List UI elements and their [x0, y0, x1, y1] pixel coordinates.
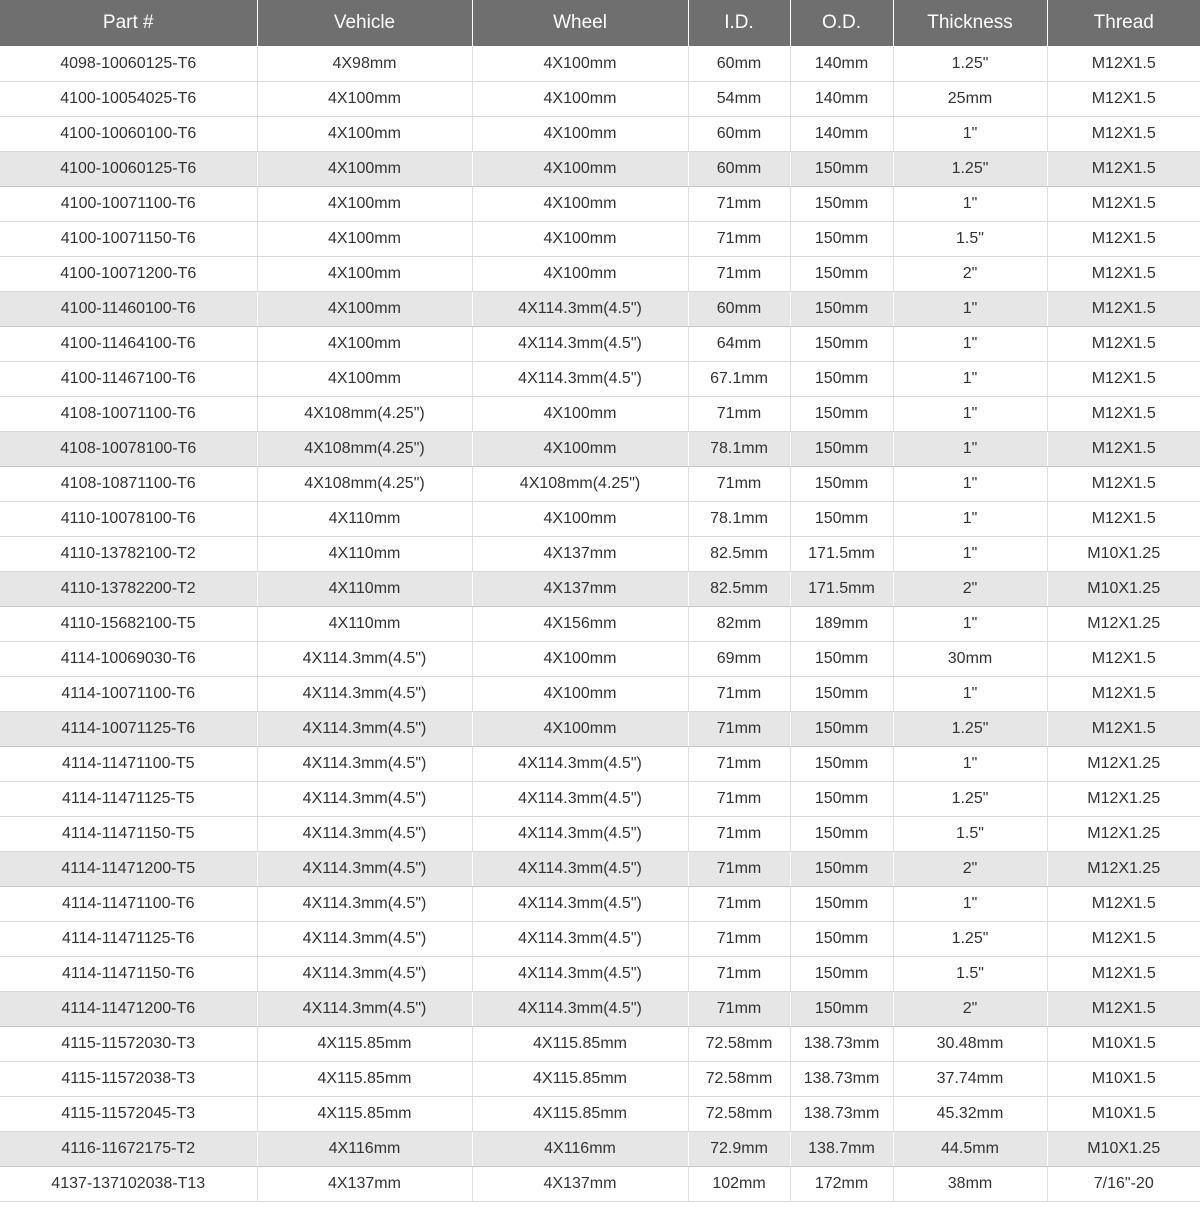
outer-diameter-cell: 172mm: [790, 1167, 893, 1202]
table-row: [0, 362, 1200, 397]
column-header-thickness: Thickness: [893, 0, 1047, 47]
part-number-cell: 4100-10071100-T6: [0, 187, 257, 222]
inner-diameter-cell: 102mm: [688, 1167, 790, 1202]
part-number-cell: 4108-10078100-T6: [0, 432, 257, 467]
part-number-cell: 4110-13782100-T2: [0, 537, 257, 572]
table-row: [0, 537, 1200, 572]
inner-diameter-cell: 60mm: [688, 47, 790, 82]
thread-cell: M10X1.5: [1047, 1027, 1200, 1062]
outer-diameter-cell: 150mm: [790, 467, 893, 502]
vehicle-cell: 4X108mm(4.25"): [257, 397, 472, 432]
part-number-cell: 4114-11471125-T6: [0, 922, 257, 957]
table-row: [0, 292, 1200, 327]
part-number-cell: 4100-10060100-T6: [0, 117, 257, 152]
wheel-cell: 4X100mm: [472, 677, 688, 712]
wheel-cell: 4X115.85mm: [472, 1097, 688, 1132]
part-number-cell: 4115-11572038-T3: [0, 1062, 257, 1097]
thickness-cell: 1": [893, 432, 1047, 467]
thread-cell: M12X1.5: [1047, 467, 1200, 502]
inner-diameter-cell: 60mm: [688, 152, 790, 187]
inner-diameter-cell: 82mm: [688, 607, 790, 642]
wheel-cell: 4X100mm: [472, 152, 688, 187]
part-number-cell: 4114-11471100-T5: [0, 747, 257, 782]
table-row: [0, 1167, 1200, 1202]
header-row: [0, 0, 1200, 47]
table-row: [0, 887, 1200, 922]
table-row: [0, 782, 1200, 817]
table-row: [0, 152, 1200, 187]
thread-cell: M10X1.5: [1047, 1097, 1200, 1132]
thread-cell: M12X1.5: [1047, 957, 1200, 992]
thread-cell: M12X1.25: [1047, 747, 1200, 782]
table-row: [0, 327, 1200, 362]
wheel-cell: 4X115.85mm: [472, 1027, 688, 1062]
inner-diameter-cell: 54mm: [688, 82, 790, 117]
outer-diameter-cell: 150mm: [790, 712, 893, 747]
wheel-cell: 4X100mm: [472, 117, 688, 152]
wheel-cell: 4X100mm: [472, 82, 688, 117]
inner-diameter-cell: 71mm: [688, 852, 790, 887]
thread-cell: M12X1.5: [1047, 47, 1200, 82]
outer-diameter-cell: 138.73mm: [790, 1062, 893, 1097]
part-number-cell: 4114-11471150-T5: [0, 817, 257, 852]
table-row: [0, 712, 1200, 747]
inner-diameter-cell: 60mm: [688, 292, 790, 327]
wheel-cell: 4X100mm: [472, 642, 688, 677]
vehicle-cell: 4X115.85mm: [257, 1062, 472, 1097]
column-header-thread: Thread: [1047, 0, 1200, 47]
table-row: [0, 852, 1200, 887]
thickness-cell: 2": [893, 572, 1047, 607]
wheel-cell: 4X100mm: [472, 432, 688, 467]
table-row: [0, 47, 1200, 82]
inner-diameter-cell: 71mm: [688, 957, 790, 992]
wheel-cell: 4X114.3mm(4.5"): [472, 957, 688, 992]
thread-cell: M12X1.25: [1047, 782, 1200, 817]
part-number-cell: 4110-13782200-T2: [0, 572, 257, 607]
thickness-cell: 37.74mm: [893, 1062, 1047, 1097]
wheel-cell: 4X100mm: [472, 187, 688, 222]
thread-cell: M10X1.25: [1047, 572, 1200, 607]
inner-diameter-cell: 71mm: [688, 887, 790, 922]
outer-diameter-cell: 140mm: [790, 47, 893, 82]
thread-cell: M12X1.5: [1047, 117, 1200, 152]
wheel-cell: 4X100mm: [472, 222, 688, 257]
table-row: [0, 467, 1200, 502]
outer-diameter-cell: 150mm: [790, 957, 893, 992]
thread-cell: M12X1.5: [1047, 677, 1200, 712]
vehicle-cell: 4X110mm: [257, 607, 472, 642]
thickness-cell: 45.32mm: [893, 1097, 1047, 1132]
vehicle-cell: 4X110mm: [257, 537, 472, 572]
wheel-cell: 4X114.3mm(4.5"): [472, 362, 688, 397]
wheel-cell: 4X114.3mm(4.5"): [472, 327, 688, 362]
vehicle-cell: 4X114.3mm(4.5"): [257, 957, 472, 992]
vehicle-cell: 4X115.85mm: [257, 1027, 472, 1062]
thread-cell: M10X1.5: [1047, 1062, 1200, 1097]
thickness-cell: 2": [893, 992, 1047, 1027]
wheel-cell: 4X114.3mm(4.5"): [472, 852, 688, 887]
thickness-cell: 1": [893, 502, 1047, 537]
thread-cell: M12X1.5: [1047, 922, 1200, 957]
thickness-cell: 1.5": [893, 222, 1047, 257]
wheel-cell: 4X137mm: [472, 537, 688, 572]
outer-diameter-cell: 150mm: [790, 257, 893, 292]
column-header-outer-diameter: O.D.: [790, 0, 893, 47]
part-number-cell: 4115-11572030-T3: [0, 1027, 257, 1062]
vehicle-cell: 4X114.3mm(4.5"): [257, 782, 472, 817]
part-number-cell: 4114-11471200-T5: [0, 852, 257, 887]
part-number-cell: 4114-10069030-T6: [0, 642, 257, 677]
thickness-cell: 1": [893, 292, 1047, 327]
inner-diameter-cell: 71mm: [688, 782, 790, 817]
wheel-cell: 4X114.3mm(4.5"): [472, 782, 688, 817]
inner-diameter-cell: 71mm: [688, 257, 790, 292]
part-number-cell: 4100-11460100-T6: [0, 292, 257, 327]
thickness-cell: 30.48mm: [893, 1027, 1047, 1062]
thread-cell: M12X1.25: [1047, 852, 1200, 887]
thread-cell: M12X1.5: [1047, 887, 1200, 922]
outer-diameter-cell: 150mm: [790, 327, 893, 362]
vehicle-cell: 4X114.3mm(4.5"): [257, 642, 472, 677]
part-number-cell: 4137-137102038-T13: [0, 1167, 257, 1202]
thickness-cell: 1": [893, 607, 1047, 642]
thickness-cell: 1": [893, 187, 1047, 222]
thickness-cell: 1": [893, 362, 1047, 397]
thickness-cell: 1.25": [893, 922, 1047, 957]
table-row: [0, 1132, 1200, 1167]
wheel-cell: 4X100mm: [472, 257, 688, 292]
thread-cell: M12X1.25: [1047, 817, 1200, 852]
table-row: [0, 82, 1200, 117]
vehicle-cell: 4X98mm: [257, 47, 472, 82]
inner-diameter-cell: 72.58mm: [688, 1027, 790, 1062]
wheel-cell: 4X114.3mm(4.5"): [472, 817, 688, 852]
thickness-cell: 1": [893, 677, 1047, 712]
thread-cell: M12X1.5: [1047, 187, 1200, 222]
outer-diameter-cell: 150mm: [790, 677, 893, 712]
outer-diameter-cell: 150mm: [790, 432, 893, 467]
inner-diameter-cell: 72.58mm: [688, 1097, 790, 1132]
vehicle-cell: 4X100mm: [257, 292, 472, 327]
thread-cell: M12X1.5: [1047, 257, 1200, 292]
table-row: [0, 222, 1200, 257]
wheel-cell: 4X114.3mm(4.5"): [472, 887, 688, 922]
vehicle-cell: 4X100mm: [257, 362, 472, 397]
inner-diameter-cell: 71mm: [688, 922, 790, 957]
part-number-cell: 4114-10071125-T6: [0, 712, 257, 747]
thickness-cell: 1.25": [893, 782, 1047, 817]
inner-diameter-cell: 64mm: [688, 327, 790, 362]
inner-diameter-cell: 71mm: [688, 467, 790, 502]
thread-cell: M12X1.5: [1047, 327, 1200, 362]
vehicle-cell: 4X108mm(4.25"): [257, 432, 472, 467]
wheel-cell: 4X114.3mm(4.5"): [472, 992, 688, 1027]
part-number-cell: 4110-10078100-T6: [0, 502, 257, 537]
table-row: [0, 117, 1200, 152]
vehicle-cell: 4X110mm: [257, 502, 472, 537]
inner-diameter-cell: 72.9mm: [688, 1132, 790, 1167]
vehicle-cell: 4X114.3mm(4.5"): [257, 887, 472, 922]
thread-cell: M12X1.5: [1047, 362, 1200, 397]
vehicle-cell: 4X100mm: [257, 117, 472, 152]
thread-cell: M12X1.5: [1047, 502, 1200, 537]
table-row: [0, 1062, 1200, 1097]
vehicle-cell: 4X114.3mm(4.5"): [257, 992, 472, 1027]
inner-diameter-cell: 71mm: [688, 397, 790, 432]
wheel-cell: 4X114.3mm(4.5"): [472, 922, 688, 957]
part-number-cell: 4115-11572045-T3: [0, 1097, 257, 1132]
vehicle-cell: 4X100mm: [257, 222, 472, 257]
part-number-cell: 4100-10071150-T6: [0, 222, 257, 257]
thickness-cell: 2": [893, 852, 1047, 887]
thread-cell: M12X1.5: [1047, 292, 1200, 327]
part-number-cell: 4108-10071100-T6: [0, 397, 257, 432]
outer-diameter-cell: 150mm: [790, 187, 893, 222]
wheel-cell: 4X108mm(4.25"): [472, 467, 688, 502]
table-row: [0, 922, 1200, 957]
part-number-cell: 4116-11672175-T2: [0, 1132, 257, 1167]
vehicle-cell: 4X100mm: [257, 257, 472, 292]
part-number-cell: 4114-11471200-T6: [0, 992, 257, 1027]
outer-diameter-cell: 150mm: [790, 992, 893, 1027]
outer-diameter-cell: 150mm: [790, 397, 893, 432]
table-row: [0, 397, 1200, 432]
part-number-cell: 4100-11467100-T6: [0, 362, 257, 397]
vehicle-cell: 4X114.3mm(4.5"): [257, 712, 472, 747]
vehicle-cell: 4X116mm: [257, 1132, 472, 1167]
inner-diameter-cell: 78.1mm: [688, 432, 790, 467]
part-number-cell: 4114-10071100-T6: [0, 677, 257, 712]
thread-cell: M10X1.25: [1047, 1132, 1200, 1167]
table-row: [0, 992, 1200, 1027]
thickness-cell: 1.25": [893, 712, 1047, 747]
outer-diameter-cell: 138.73mm: [790, 1097, 893, 1132]
outer-diameter-cell: 150mm: [790, 502, 893, 537]
part-number-cell: 4114-11471150-T6: [0, 957, 257, 992]
thickness-cell: 1.25": [893, 47, 1047, 82]
thickness-cell: 1": [893, 397, 1047, 432]
vehicle-cell: 4X110mm: [257, 572, 472, 607]
thread-cell: M12X1.5: [1047, 82, 1200, 117]
outer-diameter-cell: 150mm: [790, 152, 893, 187]
column-header-part-number: Part #: [0, 0, 257, 47]
table-row: [0, 817, 1200, 852]
vehicle-cell: 4X108mm(4.25"): [257, 467, 472, 502]
thread-cell: M12X1.5: [1047, 152, 1200, 187]
wheel-cell: 4X116mm: [472, 1132, 688, 1167]
inner-diameter-cell: 69mm: [688, 642, 790, 677]
wheel-cell: 4X100mm: [472, 47, 688, 82]
table-row: [0, 432, 1200, 467]
thickness-cell: 44.5mm: [893, 1132, 1047, 1167]
table-row: [0, 607, 1200, 642]
outer-diameter-cell: 150mm: [790, 747, 893, 782]
inner-diameter-cell: 82.5mm: [688, 537, 790, 572]
outer-diameter-cell: 189mm: [790, 607, 893, 642]
thickness-cell: 1": [893, 327, 1047, 362]
thickness-cell: 1": [893, 117, 1047, 152]
table-row: [0, 677, 1200, 712]
thread-cell: M12X1.5: [1047, 642, 1200, 677]
wheel-cell: 4X137mm: [472, 572, 688, 607]
vehicle-cell: 4X100mm: [257, 82, 472, 117]
thread-cell: M12X1.5: [1047, 397, 1200, 432]
thickness-cell: 1": [893, 887, 1047, 922]
inner-diameter-cell: 60mm: [688, 117, 790, 152]
thickness-cell: 38mm: [893, 1167, 1047, 1202]
wheel-cell: 4X156mm: [472, 607, 688, 642]
inner-diameter-cell: 82.5mm: [688, 572, 790, 607]
thickness-cell: 1": [893, 537, 1047, 572]
outer-diameter-cell: 150mm: [790, 922, 893, 957]
thickness-cell: 1": [893, 747, 1047, 782]
part-number-cell: 4098-10060125-T6: [0, 47, 257, 82]
part-number-cell: 4114-11471125-T5: [0, 782, 257, 817]
thread-cell: M12X1.5: [1047, 992, 1200, 1027]
thread-cell: 7/16"-20: [1047, 1167, 1200, 1202]
outer-diameter-cell: 138.7mm: [790, 1132, 893, 1167]
outer-diameter-cell: 140mm: [790, 82, 893, 117]
part-number-cell: 4110-15682100-T5: [0, 607, 257, 642]
vehicle-cell: 4X100mm: [257, 152, 472, 187]
part-number-cell: 4100-11464100-T6: [0, 327, 257, 362]
outer-diameter-cell: 150mm: [790, 887, 893, 922]
vehicle-cell: 4X100mm: [257, 187, 472, 222]
thread-cell: M12X1.5: [1047, 432, 1200, 467]
outer-diameter-cell: 150mm: [790, 222, 893, 257]
table-row: [0, 957, 1200, 992]
outer-diameter-cell: 150mm: [790, 782, 893, 817]
thickness-cell: 1.5": [893, 817, 1047, 852]
vehicle-cell: 4X100mm: [257, 327, 472, 362]
table-row: [0, 1097, 1200, 1132]
vehicle-cell: 4X137mm: [257, 1167, 472, 1202]
wheel-cell: 4X100mm: [472, 712, 688, 747]
column-header-inner-diameter: I.D.: [688, 0, 790, 47]
table-body: [0, 47, 1200, 1202]
thickness-cell: 30mm: [893, 642, 1047, 677]
outer-diameter-cell: 150mm: [790, 362, 893, 397]
thickness-cell: 1.25": [893, 152, 1047, 187]
vehicle-cell: 4X114.3mm(4.5"): [257, 922, 472, 957]
part-number-cell: 4100-10054025-T6: [0, 82, 257, 117]
thread-cell: M12X1.5: [1047, 222, 1200, 257]
inner-diameter-cell: 71mm: [688, 817, 790, 852]
wheel-cell: 4X137mm: [472, 1167, 688, 1202]
table-row: [0, 572, 1200, 607]
outer-diameter-cell: 138.73mm: [790, 1027, 893, 1062]
table-row: [0, 257, 1200, 292]
inner-diameter-cell: 71mm: [688, 712, 790, 747]
part-number-cell: 4100-10060125-T6: [0, 152, 257, 187]
wheel-cell: 4X100mm: [472, 502, 688, 537]
inner-diameter-cell: 67.1mm: [688, 362, 790, 397]
part-number-cell: 4108-10871100-T6: [0, 467, 257, 502]
outer-diameter-cell: 150mm: [790, 852, 893, 887]
table-header: [0, 0, 1200, 47]
part-number-cell: 4100-10071200-T6: [0, 257, 257, 292]
outer-diameter-cell: 150mm: [790, 642, 893, 677]
table-row: [0, 187, 1200, 222]
outer-diameter-cell: 150mm: [790, 817, 893, 852]
vehicle-cell: 4X114.3mm(4.5"): [257, 747, 472, 782]
vehicle-cell: 4X115.85mm: [257, 1097, 472, 1132]
thread-cell: M12X1.25: [1047, 607, 1200, 642]
inner-diameter-cell: 72.58mm: [688, 1062, 790, 1097]
wheel-cell: 4X115.85mm: [472, 1062, 688, 1097]
thickness-cell: 1": [893, 467, 1047, 502]
wheel-cell: 4X114.3mm(4.5"): [472, 747, 688, 782]
outer-diameter-cell: 140mm: [790, 117, 893, 152]
outer-diameter-cell: 171.5mm: [790, 537, 893, 572]
vehicle-cell: 4X114.3mm(4.5"): [257, 852, 472, 887]
vehicle-cell: 4X114.3mm(4.5"): [257, 817, 472, 852]
thread-cell: M10X1.25: [1047, 537, 1200, 572]
part-number-cell: 4114-11471100-T6: [0, 887, 257, 922]
inner-diameter-cell: 71mm: [688, 677, 790, 712]
table-row: [0, 502, 1200, 537]
wheel-cell: 4X100mm: [472, 397, 688, 432]
inner-diameter-cell: 71mm: [688, 747, 790, 782]
thickness-cell: 1.5": [893, 957, 1047, 992]
outer-diameter-cell: 150mm: [790, 292, 893, 327]
thickness-cell: 25mm: [893, 82, 1047, 117]
vehicle-cell: 4X114.3mm(4.5"): [257, 677, 472, 712]
outer-diameter-cell: 171.5mm: [790, 572, 893, 607]
table-row: [0, 1027, 1200, 1062]
table-row: [0, 747, 1200, 782]
column-header-wheel: Wheel: [472, 0, 688, 47]
inner-diameter-cell: 78.1mm: [688, 502, 790, 537]
thread-cell: M12X1.5: [1047, 712, 1200, 747]
inner-diameter-cell: 71mm: [688, 222, 790, 257]
column-header-vehicle: Vehicle: [257, 0, 472, 47]
inner-diameter-cell: 71mm: [688, 187, 790, 222]
thickness-cell: 2": [893, 257, 1047, 292]
wheel-cell: 4X114.3mm(4.5"): [472, 292, 688, 327]
inner-diameter-cell: 71mm: [688, 992, 790, 1027]
table-row: [0, 642, 1200, 677]
